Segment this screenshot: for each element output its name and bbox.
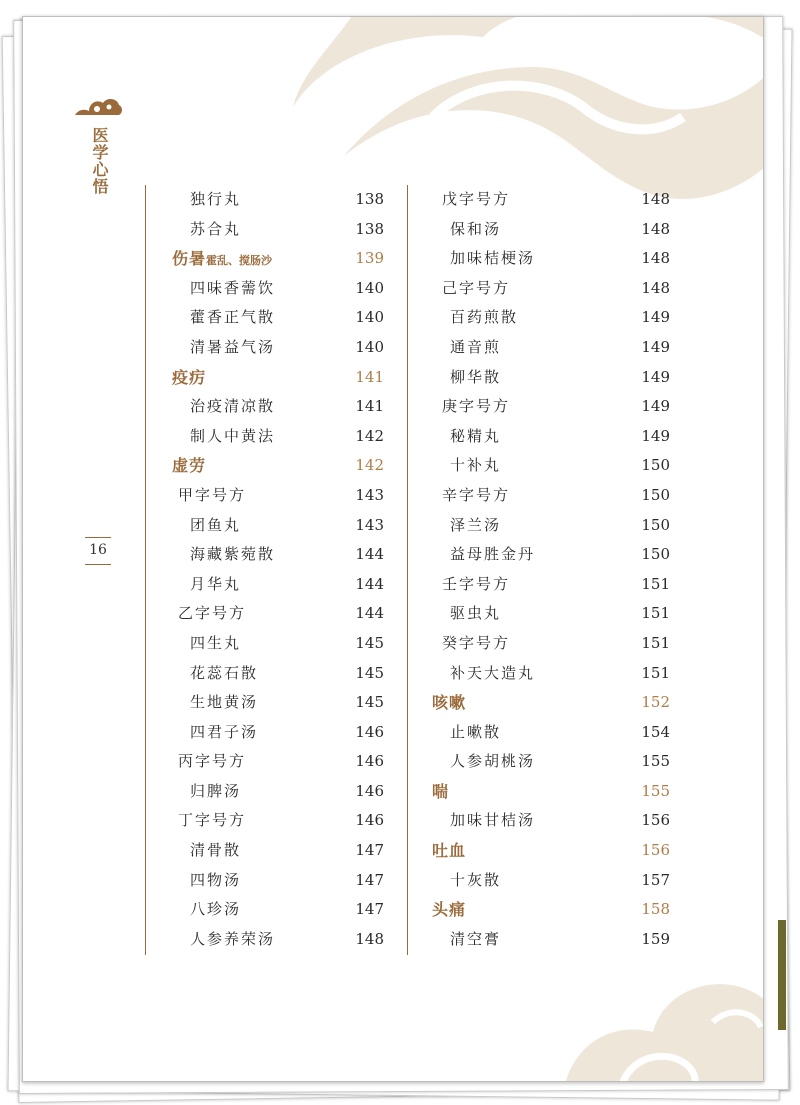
toc-entry-label: 驱虫丸 [450, 604, 502, 623]
toc-entry [146, 185, 386, 215]
toc-entry-label: 四物汤 [190, 870, 242, 889]
toc-entry [146, 303, 386, 333]
toc-column-right [407, 185, 670, 955]
toc-entry-label: 人参养荣汤 [190, 929, 276, 948]
toc-entry [408, 422, 670, 452]
toc-entry-label: 甲字号方 [178, 485, 247, 504]
toc-page-number: 138 [355, 190, 384, 208]
toc-page-number: 140 [355, 337, 384, 356]
toc-section-heading [146, 363, 386, 393]
toc-entry [408, 481, 670, 511]
toc-entry [408, 333, 670, 363]
toc-entry-label: 月华丸 [190, 574, 242, 593]
toc-page-number: 155 [641, 752, 670, 771]
toc-entry [408, 244, 670, 274]
toc-entry [146, 688, 386, 718]
cloud-emblem-icon [73, 95, 123, 119]
toc-entry-label: 八珍汤 [190, 900, 242, 919]
toc-entry [408, 718, 670, 748]
toc-entry [146, 925, 386, 955]
toc-entry [408, 570, 670, 600]
toc-page-number: 151 [641, 604, 670, 623]
toc-section-subtitle: 霍乱、搅肠沙 [206, 254, 273, 268]
toc-page-number: 150 [641, 456, 670, 475]
toc-entry-label: 藿香正气散 [190, 308, 276, 327]
toc-page-number: 138 [355, 219, 384, 238]
toc-page-number: 141 [355, 367, 384, 386]
toc-entry-label: 人参胡桃汤 [450, 752, 536, 771]
toc-section-heading [408, 895, 670, 925]
toc-entry [408, 451, 670, 481]
toc-entry [146, 215, 386, 245]
toc-page-number: 151 [641, 574, 670, 593]
toc-page-number: 154 [641, 722, 670, 741]
toc-entry [146, 659, 386, 689]
toc-entry [146, 274, 386, 304]
toc-entry-label: 四生丸 [190, 633, 242, 652]
toc-page-number: 142 [355, 456, 384, 475]
toc-section-heading [408, 836, 670, 866]
toc-entry-label: 十补丸 [450, 456, 502, 475]
toc-entry [146, 895, 386, 925]
toc-section-heading [408, 688, 670, 718]
toc-entry [146, 333, 386, 363]
toc-page-number: 143 [355, 485, 384, 504]
toc-page-number: 146 [355, 781, 384, 800]
toc-page-number: 148 [355, 929, 384, 948]
toc-page-number: 151 [641, 633, 670, 652]
toc-entry [408, 511, 670, 541]
toc-entry-label: 十灰散 [450, 870, 502, 889]
toc-entry-label: 癸字号方 [442, 633, 511, 652]
toc-entry [146, 481, 386, 511]
toc-page-number: 145 [355, 663, 384, 682]
toc-entry-label: 清暑益气汤 [190, 337, 276, 356]
toc-entry-label: 壬字号方 [442, 574, 511, 593]
toc-entry-label: 百药煎散 [450, 308, 519, 327]
toc-entry-label: 加味甘桔汤 [450, 811, 536, 830]
toc-entry [146, 836, 386, 866]
toc-entry [408, 274, 670, 304]
toc-page-number: 157 [641, 870, 670, 889]
toc-entry [408, 629, 670, 659]
toc-entry-label: 海藏紫菀散 [190, 545, 276, 564]
toc-column-left [145, 185, 386, 955]
toc-entry [408, 363, 670, 393]
toc-section-heading [408, 777, 670, 807]
toc-entry [146, 392, 386, 422]
toc-page-number: 150 [641, 515, 670, 534]
toc-page-number: 149 [641, 308, 670, 327]
toc-page-number: 139 [355, 249, 384, 268]
toc-entry [146, 599, 386, 629]
toc-entry [146, 866, 386, 896]
toc-entry-label: 团鱼丸 [190, 515, 242, 534]
toc-entry-label: 保和汤 [450, 219, 502, 238]
toc-entry-label: 止嗽散 [450, 722, 502, 741]
toc-page-number: 148 [641, 219, 670, 238]
toc-entry-label: 清骨散 [190, 841, 242, 860]
toc-section-heading [146, 244, 386, 274]
toc-page-number: 140 [355, 278, 384, 297]
toc-entry-label: 伤暑霍乱、搅肠沙 [172, 249, 273, 269]
toc-entry [408, 806, 670, 836]
toc-page-number: 144 [355, 574, 384, 593]
toc-page-number: 149 [641, 367, 670, 386]
toc-entry-label: 秘精丸 [450, 426, 502, 445]
toc-entry [146, 629, 386, 659]
toc-page-number: 147 [355, 841, 384, 860]
toc-entry-label: 四味香薷饮 [190, 278, 276, 297]
toc-page-number: 140 [355, 308, 384, 327]
toc-entry-label: 四君子汤 [190, 722, 259, 741]
toc-entry [146, 718, 386, 748]
toc-page-number: 151 [641, 663, 670, 682]
page-number: 16 [85, 537, 111, 565]
toc-entry [146, 540, 386, 570]
toc-page-number: 146 [355, 752, 384, 771]
toc-page-number: 159 [641, 929, 670, 948]
cloud-decoration-top [283, 16, 764, 207]
toc-entry-label: 制人中黄法 [190, 426, 276, 445]
toc-page-number: 149 [641, 426, 670, 445]
toc-page-number: 156 [641, 841, 670, 860]
toc-page-number: 144 [355, 545, 384, 564]
toc-entry-label: 喘 [432, 781, 450, 801]
page-edge-olive [778, 920, 786, 1030]
toc-entry-label: 咳嗽 [432, 693, 467, 713]
toc-entry-label: 通音煎 [450, 337, 502, 356]
toc-page-number: 149 [641, 397, 670, 416]
toc-entry-label: 治疫清凉散 [190, 397, 276, 416]
toc-page-number: 148 [641, 278, 670, 297]
toc-page-number: 146 [355, 722, 384, 741]
toc-entry-label: 丁字号方 [178, 811, 247, 830]
toc-page-number: 149 [641, 337, 670, 356]
toc-entry-label: 益母胜金丹 [450, 545, 536, 564]
toc-entry-label: 戊字号方 [442, 190, 511, 208]
toc-entry-label: 泽兰汤 [450, 515, 502, 534]
toc-section-heading [146, 451, 386, 481]
toc-page-number: 144 [355, 604, 384, 623]
toc-entry [408, 392, 670, 422]
toc-entry-label: 加味桔梗汤 [450, 249, 536, 268]
toc-entry-label: 辛字号方 [442, 485, 511, 504]
toc-page-number: 146 [355, 811, 384, 830]
toc-entry-label: 清空膏 [450, 929, 502, 948]
toc-entry [408, 866, 670, 896]
toc-page-number: 148 [641, 190, 670, 208]
toc-page [22, 16, 764, 1082]
toc-page-number: 141 [355, 397, 384, 416]
toc-entry-label: 柳华散 [450, 367, 502, 386]
toc-page-number: 147 [355, 870, 384, 889]
toc-page-number: 142 [355, 426, 384, 445]
toc-entry-label: 头痛 [432, 900, 467, 920]
toc-page-number: 152 [641, 693, 670, 712]
toc-entry [408, 185, 670, 215]
toc-entry [408, 747, 670, 777]
toc-page-number: 145 [355, 633, 384, 652]
toc-entry-label: 生地黄汤 [190, 693, 259, 712]
toc-entry [146, 570, 386, 600]
toc-entry [408, 659, 670, 689]
toc-entry-label: 独行丸 [190, 190, 242, 208]
toc-entry-label: 庚字号方 [442, 397, 511, 416]
toc-entry-label: 补天大造丸 [450, 663, 536, 682]
toc-page-number: 156 [641, 811, 670, 830]
toc-entry [146, 806, 386, 836]
toc-entry [408, 925, 670, 955]
toc-page-number: 158 [641, 900, 670, 919]
toc-entry-label: 吐血 [432, 841, 467, 861]
toc-page-number: 150 [641, 485, 670, 504]
toc-entry-label: 己字号方 [442, 278, 511, 297]
toc-page-number: 148 [641, 249, 670, 268]
toc-entry-label: 疫疠 [172, 367, 207, 387]
book-side-title: 医学心悟 [90, 127, 109, 195]
toc-page-number: 155 [641, 781, 670, 800]
toc-entry [408, 540, 670, 570]
toc-page-number: 143 [355, 515, 384, 534]
toc-entry [408, 215, 670, 245]
toc-entry-label: 虚劳 [172, 456, 207, 476]
toc-page-number: 150 [641, 545, 670, 564]
toc-page-number: 147 [355, 900, 384, 919]
toc-entry [146, 747, 386, 777]
cloud-decoration-bottom [563, 952, 764, 1082]
toc-entry-label: 乙字号方 [178, 604, 247, 623]
toc-entry-label: 丙字号方 [178, 752, 247, 771]
toc-entry-label: 花蕊石散 [190, 663, 259, 682]
toc-entry-label: 归脾汤 [190, 781, 242, 800]
toc-entry-label: 苏合丸 [190, 219, 242, 238]
toc-entry [408, 303, 670, 333]
toc-entry [146, 511, 386, 541]
toc-entry [146, 777, 386, 807]
toc-entry [408, 599, 670, 629]
toc-page-number: 145 [355, 693, 384, 712]
toc-entry [146, 422, 386, 452]
